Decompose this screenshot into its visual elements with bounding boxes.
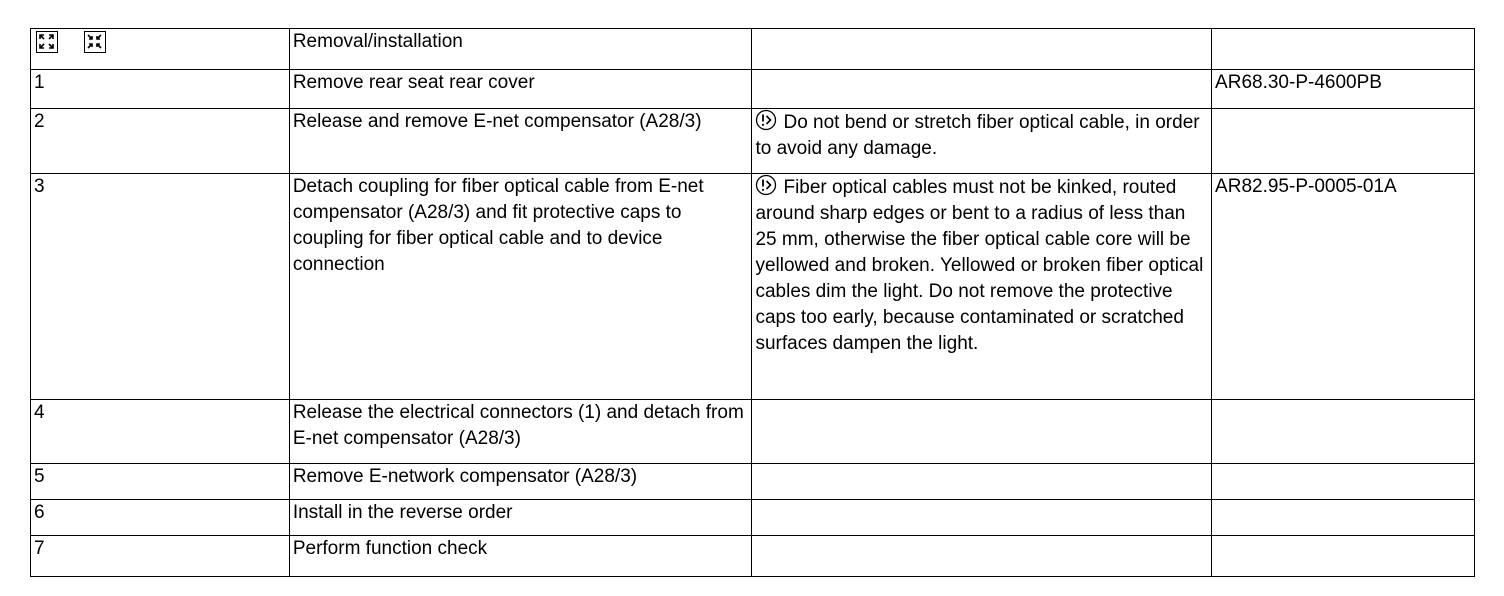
step-number: 2 <box>31 109 290 174</box>
collapse-icon[interactable] <box>84 31 106 53</box>
step-reference <box>1212 400 1475 464</box>
empty-cell <box>1212 29 1475 70</box>
step-action: Detach coupling for fiber optical cable from E-net compensator (A28/3) and fit protective caps to coupling for fiber optical cable and to device connection <box>289 174 752 400</box>
step-reference <box>1212 500 1475 536</box>
table-row <box>31 400 1475 464</box>
step-reference[interactable]: AR68.30-P-4600PB <box>1212 70 1475 109</box>
step-note <box>752 464 1212 500</box>
section-title: Removal/installation <box>289 29 752 70</box>
table-row <box>31 536 1475 577</box>
expand-icon[interactable] <box>36 31 58 53</box>
step-number: 5 <box>31 464 290 500</box>
table-row <box>31 109 1475 174</box>
table-row <box>31 174 1475 400</box>
step-note <box>752 536 1212 577</box>
step-action: Perform function check <box>289 536 752 577</box>
step-note <box>752 400 1212 464</box>
note-text: Do not bend or stretch fiber optical cable, in order to avoid any damage. <box>755 112 1200 159</box>
table-row <box>31 70 1475 109</box>
note-text: Fiber optical cables must not be kinked, routed around sharp edges or bent to a radius of less than 25 mm, otherwise the fiber optical cable core will be yellowed and broken. Yellowed or broken fiber optical cables dim the light. Do not remove the protective caps too early, because contaminated or scratched surfaces dampen the light. <box>755 177 1204 354</box>
step-note <box>752 174 1212 400</box>
step-reference <box>1212 536 1475 577</box>
step-action: Release and remove E-net compensator (A28/3) <box>289 109 752 174</box>
step-action: Install in the reverse order <box>289 500 752 536</box>
step-action: Remove E-network compensator (A28/3) <box>289 464 752 500</box>
step-number: 6 <box>31 500 290 536</box>
step-number: 3 <box>31 174 290 400</box>
step-number: 4 <box>31 400 290 464</box>
table-row <box>31 500 1475 536</box>
step-note <box>752 109 1212 174</box>
step-action: Release the electrical connectors (1) and detach from E-net compensator (A28/3) <box>289 400 752 464</box>
step-reference <box>1212 464 1475 500</box>
step-reference <box>1212 109 1475 174</box>
procedure-table <box>30 28 1475 577</box>
step-note <box>752 70 1212 109</box>
empty-cell <box>752 29 1212 70</box>
table-header-row <box>31 29 1475 70</box>
table-row <box>31 464 1475 500</box>
caution-icon <box>755 174 777 196</box>
step-note <box>752 500 1212 536</box>
step-action: Remove rear seat rear cover <box>289 70 752 109</box>
step-number: 7 <box>31 536 290 577</box>
caution-icon <box>755 109 777 131</box>
step-reference[interactable]: AR82.95-P-0005-01A <box>1212 174 1475 400</box>
step-number: 1 <box>31 70 290 109</box>
icon-cell <box>31 29 290 70</box>
